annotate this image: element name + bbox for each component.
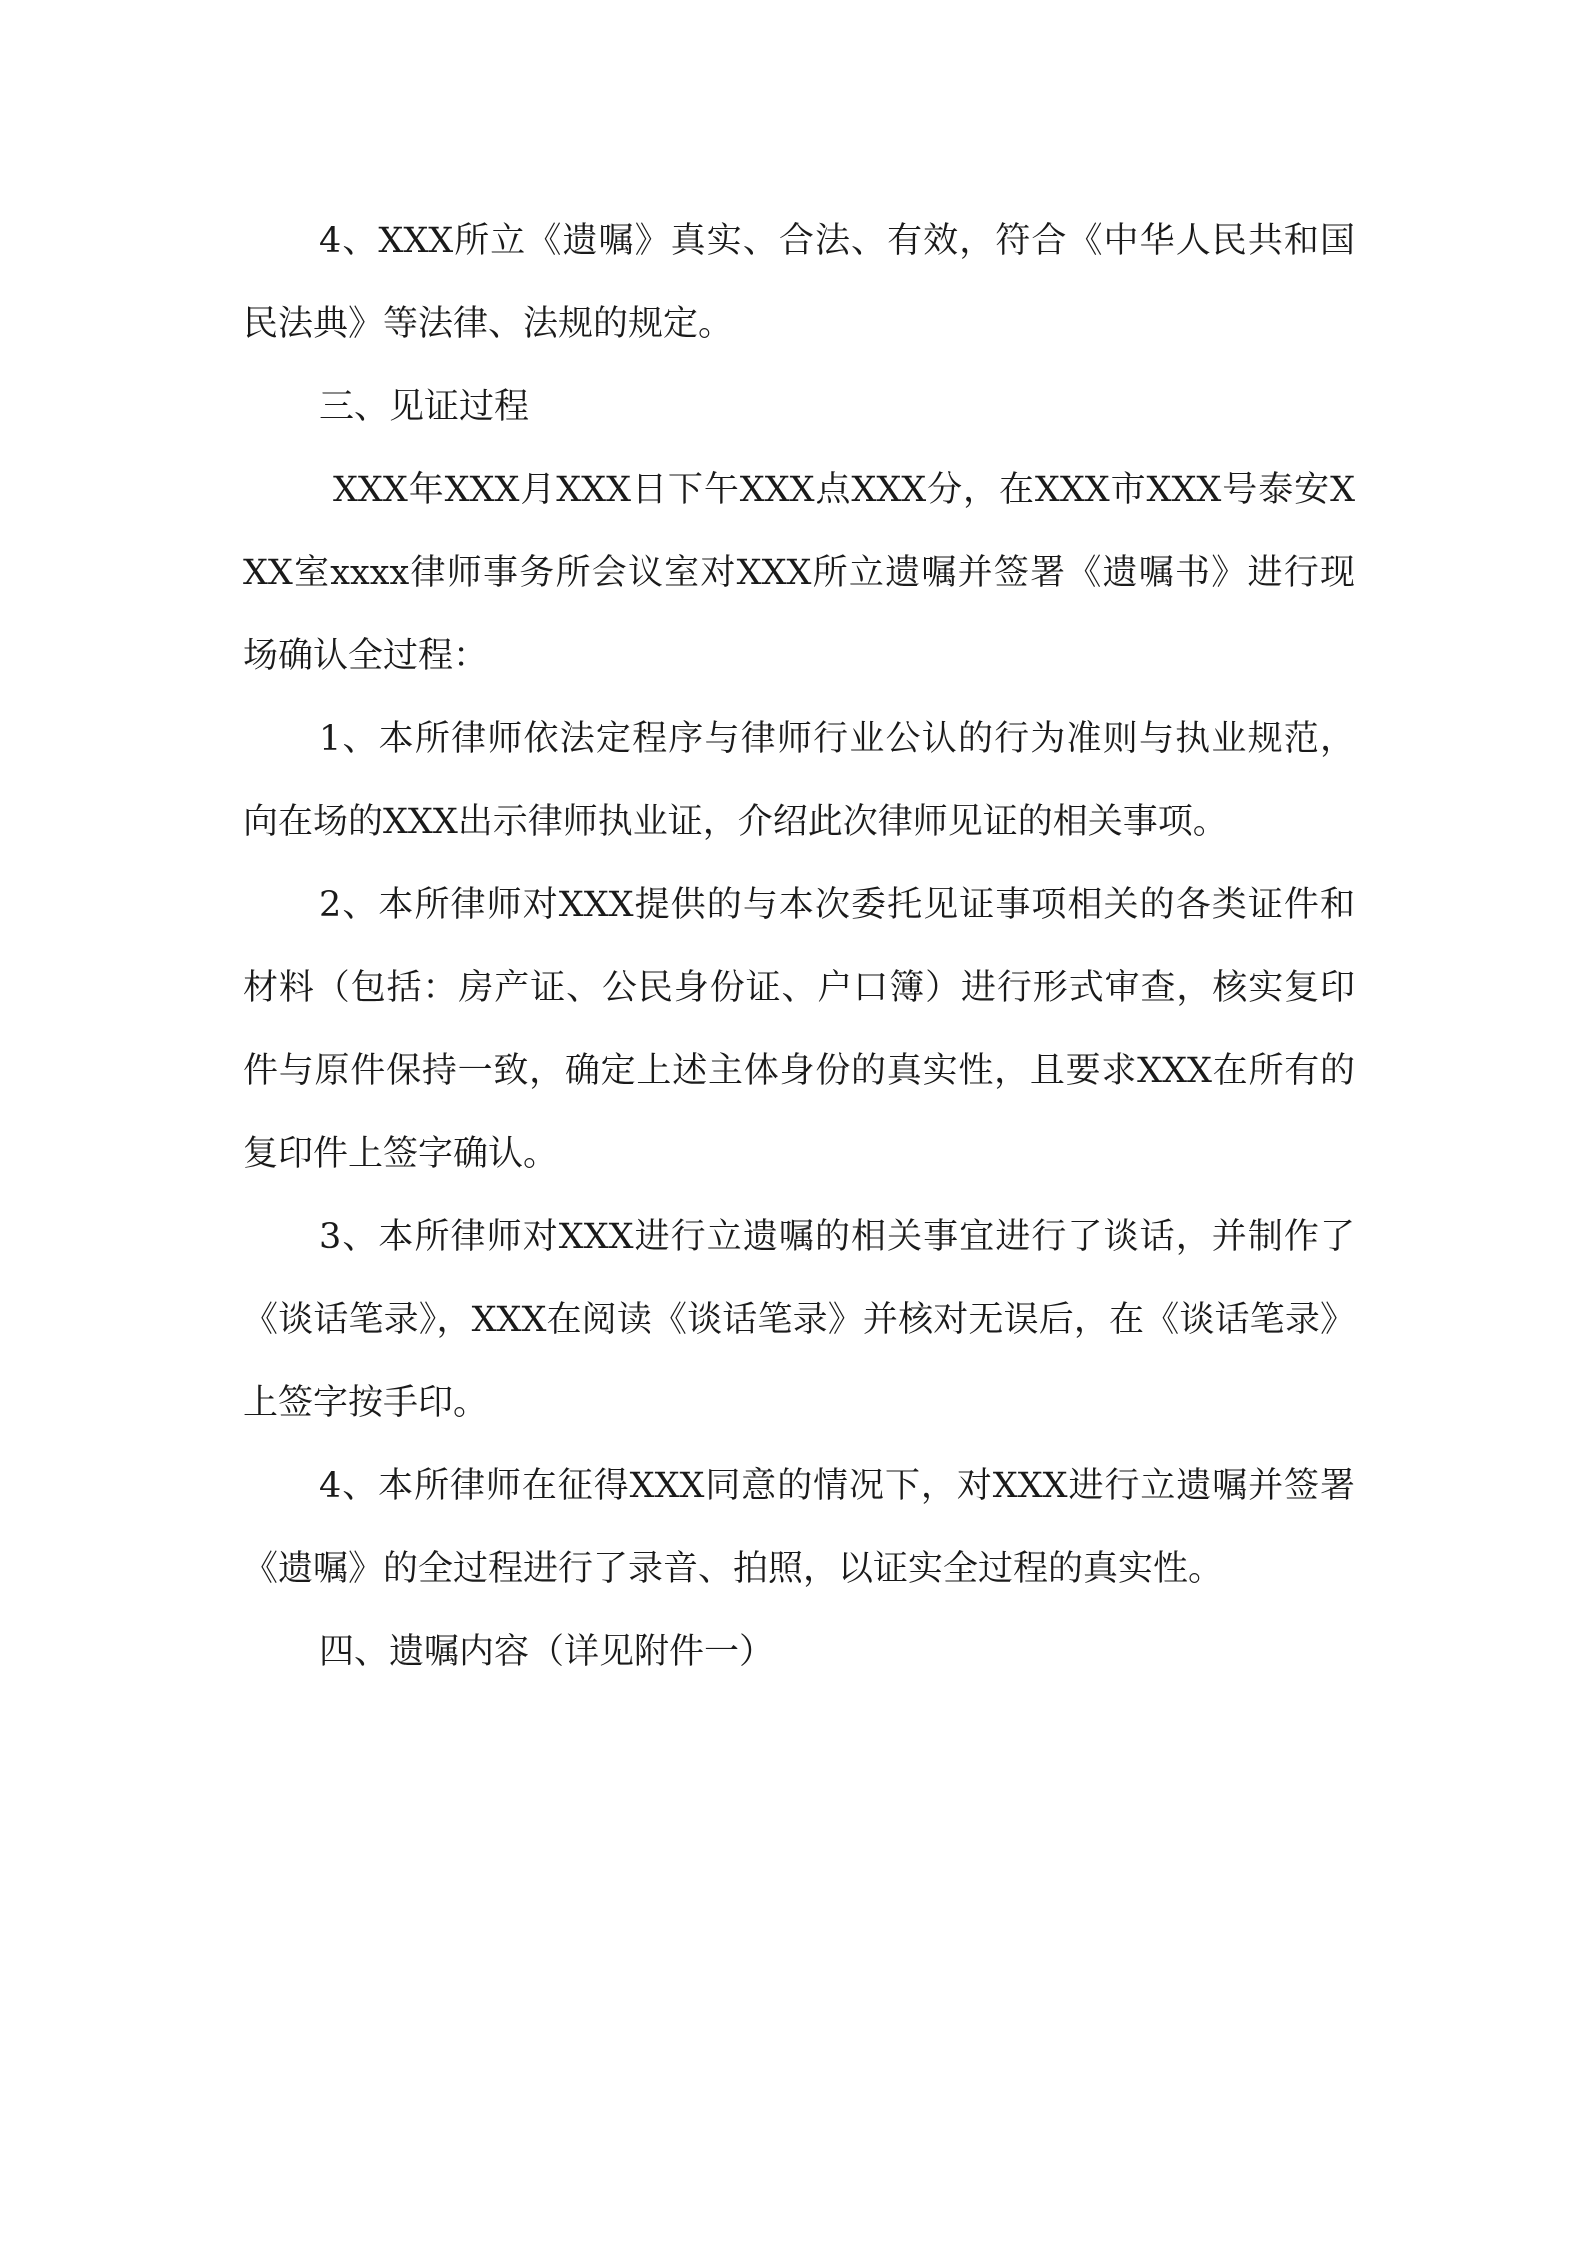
document-body bbox=[243, 200, 1355, 1694]
section-heading-witness-process: 三、见证过程 bbox=[319, 387, 530, 427]
paragraph-step-4: 4、本所律师在征得XXX同意的情况下，对XXX进行立遗嘱并签署《遗嘱》的全过程进行了录音、拍照，以证实全过程的真实性。 bbox=[243, 1466, 1355, 1589]
paragraph-step-3: 3、本所律师对XXX进行立遗嘱的相关事宜进行了谈话，并制作了《谈话笔录》，XXX在阅读《谈话笔录》并核对无误后，在《谈话笔录》上签字按手印。 bbox=[243, 1217, 1355, 1423]
paragraph-step-1: 1、本所律师依法定程序与律师行业公认的行为准则与执业规范，向在场的XXX出示律师执业证，介绍此次律师见证的相关事项。 bbox=[243, 719, 1355, 842]
paragraph-legality-clause: 4、XXX所立《遗嘱》真实、合法、有效，符合《中华人民共和国民法典》等法律、法规的规定。 bbox=[243, 221, 1355, 344]
section-heading-will-content: 四、遗嘱内容（详见附件一） bbox=[319, 1632, 775, 1672]
paragraph-step-2: 2、本所律师对XXX提供的与本次委托见证事项相关的各类证件和材料（包括：房产证、公民身份证、户口簿）进行形式审查，核实复印件与原件保持一致，确定上述主体身份的真实性，且要求XXX在所有的复印件上签字确认。 bbox=[243, 885, 1355, 1174]
paragraph-witness-time-place: XXX年XXX月XXX日下午XXX点XXX分，在XXX市XXX号泰安XXX室xxxx律师事务所会议室对XXX所立遗嘱并签署《遗嘱书》进行现场确认全过程： bbox=[243, 470, 1355, 676]
